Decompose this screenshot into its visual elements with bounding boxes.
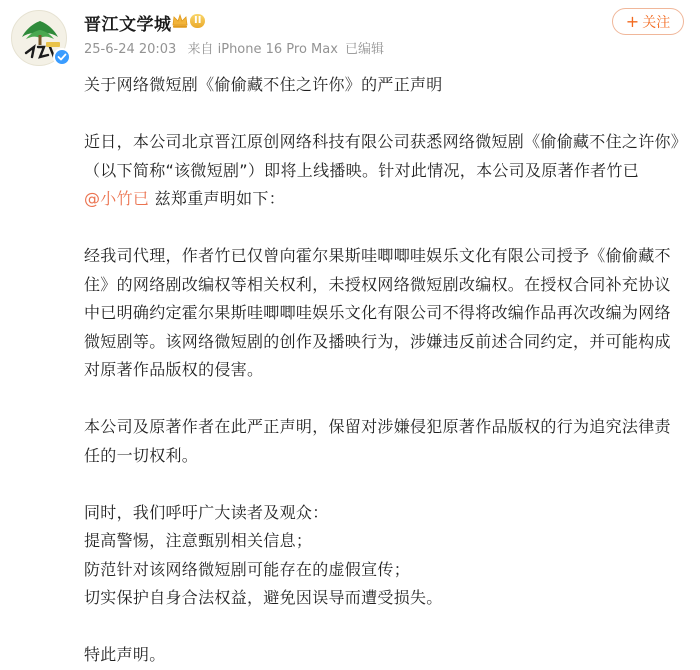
- paragraph-3: 本公司及原著作者在此严正声明，保留对涉嫌侵犯原著作品版权的行为追究法律责任的一切权利。: [84, 417, 671, 465]
- follow-button[interactable]: [612, 8, 684, 35]
- mention-link[interactable]: @小竹已: [84, 189, 150, 208]
- member-level-label: II: [190, 14, 205, 28]
- appeal-item-2: 防范针对该网络微短剧可能存在的虚假宣传；: [84, 559, 411, 579]
- member-badge[interactable]: [171, 12, 211, 30]
- paragraph-1-text: 近日，本公司北京晋江原创网络科技有限公司获悉网络微短剧《偷偷藏不住之许你》（以下简称“该微短剧”）即将上线播映。针对此情况，本公司及原著作者竹已: [84, 132, 680, 180]
- paragraph-1-tail: 兹郑重声明如下：: [149, 189, 285, 208]
- post-title: 关于网络微短剧《偷偷藏不住之许你》的严正声明: [84, 75, 443, 94]
- post-datetime[interactable]: 25-6-24 20:03: [84, 42, 177, 57]
- post-body: [84, 71, 684, 670]
- paragraph-1: [84, 128, 684, 214]
- post-source: 来自 iPhone 16 Pro Max: [187, 42, 338, 57]
- plus-icon: +: [625, 11, 640, 31]
- post-header: [0, 0, 700, 62]
- paragraph-2: 经我司代理，作者竹已仅曾向霍尔果斯哇唧唧哇娱乐文化有限公司授予《偷偷藏不住》的网络剧改编权等相关权利，未授权网络微短剧改编权。在授权合同补充协议中已明确约定霍尔果斯哇唧唧哇娱乐文化有限公司不得将改编作品再次改编为网络微短剧等。该网络微短剧的创作及播映行为，涉嫌违反前述合同约定，并可能构成对原著作品版权的侵害。: [84, 246, 671, 379]
- closing-statement: 特此声明。: [84, 645, 166, 664]
- follow-button-label: 关注: [642, 14, 671, 31]
- appeal-item-1: 提高警惕，注意甄别相关信息；: [84, 531, 313, 550]
- account-name[interactable]: 晋江文学城: [84, 15, 172, 35]
- post-meta: [84, 38, 391, 57]
- appeal-intro: 同时，我们呼吁广大读者及观众：: [84, 502, 329, 522]
- verified-badge-icon: [53, 48, 71, 66]
- crown-icon: [171, 12, 189, 30]
- appeal-item-3: 切实保护自身合法权益，避免因误导而遭受损失。: [84, 588, 443, 607]
- post-edited-label[interactable]: 已编辑: [344, 42, 384, 57]
